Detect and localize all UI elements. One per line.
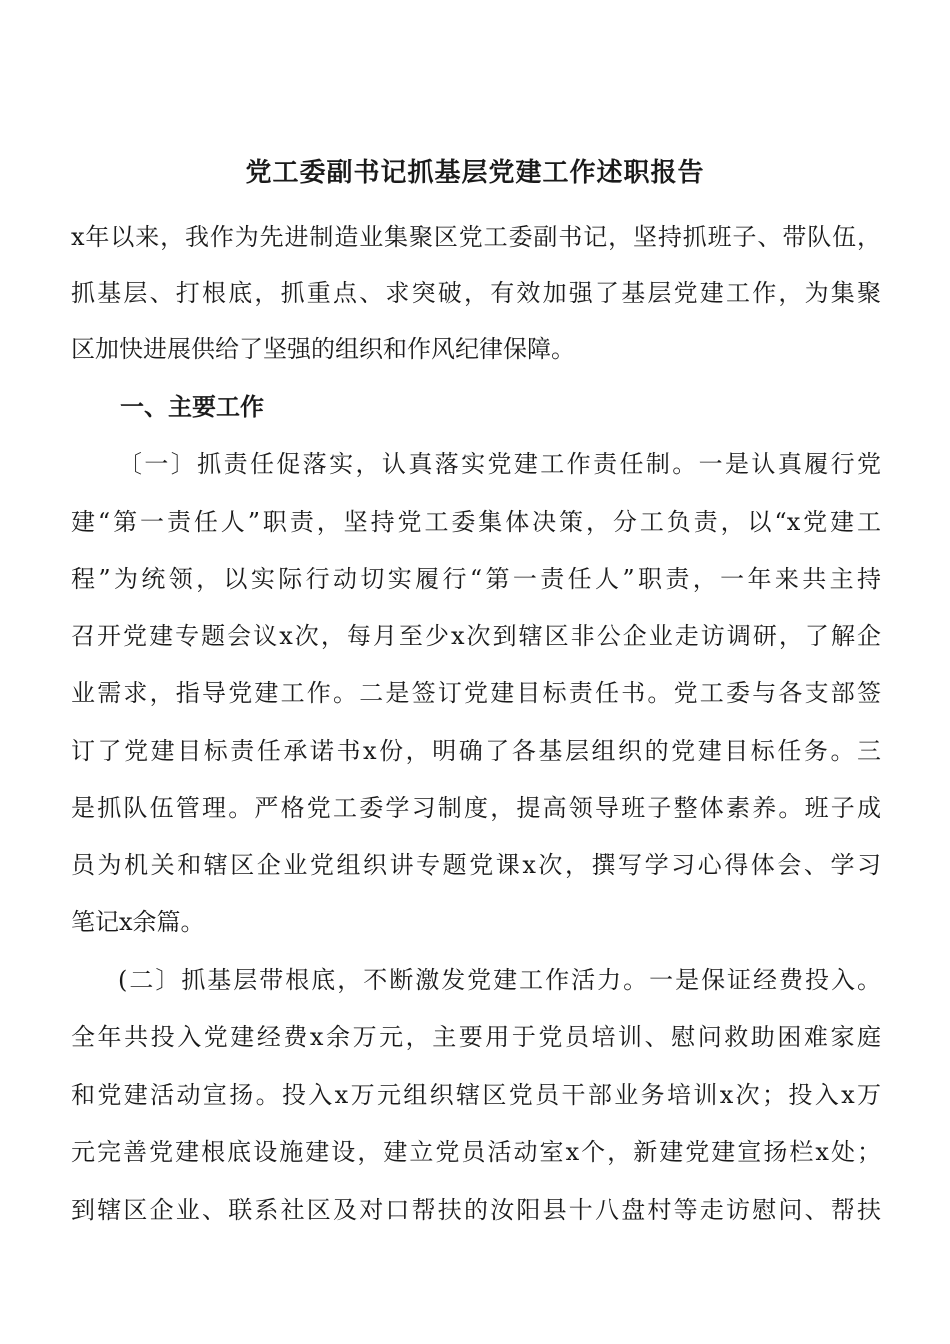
paragraph-line: 程”为统领，以实际行动切实履行“第一责任人”职责，一年来共主持 (71, 565, 881, 593)
paragraph-line: 是抓队伍管理。严格党工委学习制度，提高领导班子整体素养。班子成 (71, 794, 881, 822)
paragraph-line: 抓基层、打根底，抓重点、求突破，有效加强了基层党建工作，为集聚 (71, 279, 881, 307)
paragraph-line: 全年共投入党建经费x余万元，主要用于党员培训、慰问救助困难家庭 (71, 1023, 881, 1051)
paragraph-line: x年以来，我作为先进制造业集聚区党工委副书记，坚持抓班子、带队伍， (71, 223, 881, 251)
paragraph-line: 召开党建专题会议x次，每月至少x次到辖区非公企业走访调研，了解企 (71, 622, 881, 650)
paragraph-line: 建“第一责任人”职责，坚持党工委集体决策，分工负责，以“x党建工 (71, 508, 881, 536)
paragraph-line: 和党建活动宣扬。投入x万元组织辖区党员干部业务培训x次；投入x万 (71, 1081, 881, 1109)
paragraph-line: 到辖区企业、联系社区及对口帮扶的汝阳县十八盘村等走访慰问、帮扶 (71, 1196, 881, 1224)
paragraph-line: 区加快进展供给了坚强的组织和作风纪律保障。 (71, 335, 575, 363)
paragraph-line: (二〕抓基层带根底，不断激发党建工作活力。一是保证经费投入。 (118, 966, 881, 994)
paragraph-line: 〔一〕抓责任促落实，认真落实党建工作责任制。一是认真履行党 (118, 450, 881, 478)
document-title: 党工委副书记抓基层党建工作述职报告 (245, 158, 705, 188)
paragraph-line: 元完善党建根底设施建设，建立党员活动室x个，新建党建宣扬栏x处； (71, 1138, 881, 1166)
section-heading: 一、主要工作 (120, 392, 264, 421)
paragraph-line: 员为机关和辖区企业党组织讲专题党课x次，撰写学习心得体会、学习 (71, 851, 881, 879)
paragraph-line: 笔记x余篇。 (71, 908, 205, 936)
paragraph-line: 订了党建目标责任承诺书x份，明确了各基层组织的党建目标任务。三 (71, 737, 881, 765)
paragraph-line: 业需求，指导党建工作。二是签订党建目标责任书。党工委与各支部签 (71, 679, 881, 707)
